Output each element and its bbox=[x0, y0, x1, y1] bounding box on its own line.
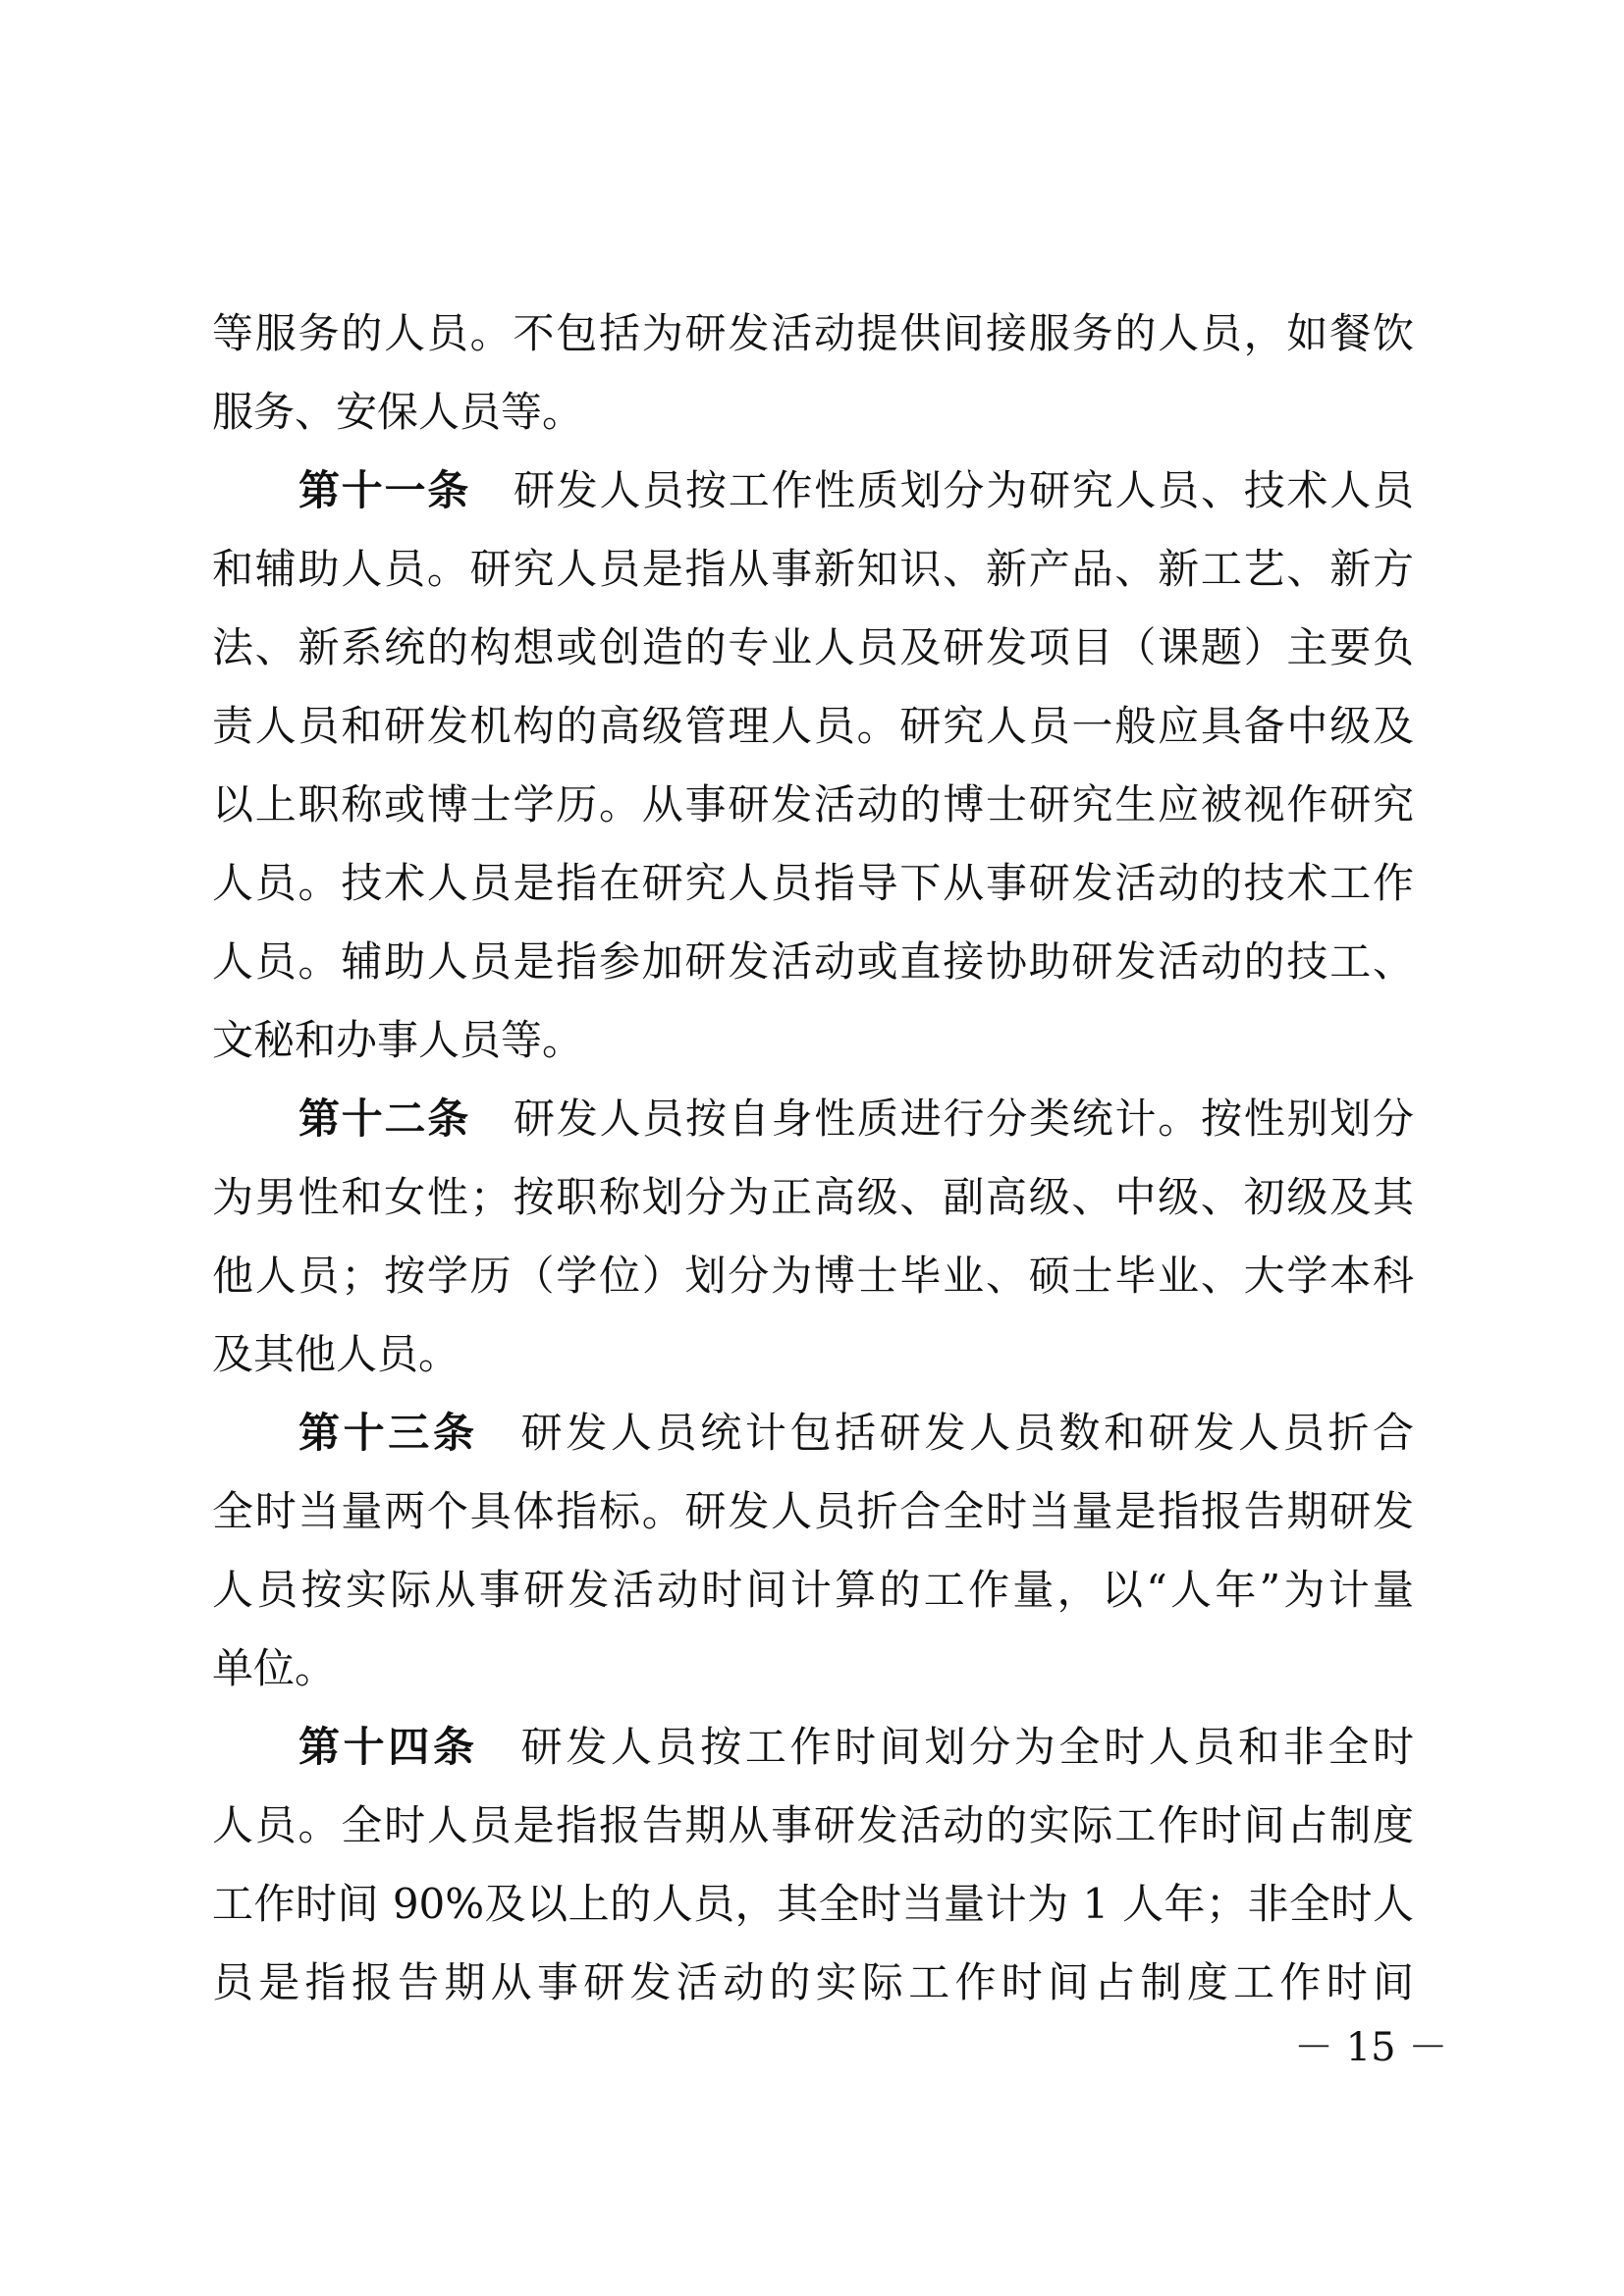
text-line: 责人员和研发机构的高级管理人员。研究人员一般应具备中级及 bbox=[212, 702, 1414, 750]
text-line bbox=[212, 1080, 1414, 1158]
article-12 bbox=[212, 1080, 1414, 1394]
article-heading: 第十二条 bbox=[298, 1095, 470, 1143]
text-line-content: 研发人员统计包括研发人员数和研发人员折合 bbox=[520, 1409, 1414, 1457]
text-line: 和辅助人员。研究人员是指从事新知识、新产品、新工艺、新方 bbox=[212, 545, 1414, 593]
article-13 bbox=[212, 1394, 1414, 1708]
text-line-content: 研发人员按自身性质进行分类统计。按性别划分 bbox=[514, 1095, 1414, 1143]
text-line: 人员。全时人员是指报告期从事研发活动的实际工作时间占制度 bbox=[212, 1801, 1414, 1849]
page-number: － 15 － bbox=[1294, 2025, 1448, 2070]
text-line: 人员按实际从事研发活动时间计算的工作量，以“人年”为计量 bbox=[212, 1566, 1414, 1614]
text-line-content: 研发人员按工作性质划分为研究人员、技术人员 bbox=[514, 466, 1414, 514]
text-line: 全时当量两个具体指标。研发人员折合全时当量是指报告期研发 bbox=[212, 1487, 1414, 1535]
text-line: 服务、安保人员等。 bbox=[212, 388, 584, 436]
article-heading: 第十三条 bbox=[298, 1409, 478, 1457]
text-line: 员是指报告期从事研发活动的实际工作时间占制度工作时间 bbox=[212, 1958, 1414, 2006]
text-line: 他人员；按学历（学位）划分为博士毕业、硕士毕业、大学本科 bbox=[212, 1252, 1414, 1300]
text-line bbox=[212, 452, 1414, 530]
text-line: 以上职称或博士学历。从事研发活动的博士研究生应被视作研究 bbox=[212, 780, 1414, 828]
text-line bbox=[212, 1708, 1414, 1787]
text-line-content: 研发人员按工作时间划分为全时人员和非全时 bbox=[520, 1723, 1414, 1771]
text-line: 人员。辅助人员是指参加研发活动或直接协助研发活动的技工、 bbox=[212, 937, 1414, 986]
article-14 bbox=[212, 1708, 1414, 2022]
text-line: 为男性和女性；按职称划分为正高级、副高级、中级、初级及其 bbox=[212, 1173, 1414, 1221]
text-line bbox=[212, 1394, 1414, 1472]
article-11 bbox=[212, 452, 1414, 1080]
text-line: 单位。 bbox=[212, 1644, 337, 1692]
text-line: 法、新系统的构想或创造的专业人员及研发项目（课题）主要负 bbox=[212, 623, 1414, 671]
text-line: 等服务的人员。不包括为研发活动提供间接服务的人员，如餐饮 bbox=[212, 309, 1414, 357]
text-line: 人员。技术人员是指在研究人员指导下从事研发活动的技术工作 bbox=[212, 859, 1414, 907]
text-line: 文秘和办事人员等。 bbox=[212, 1016, 584, 1064]
article-heading: 第十四条 bbox=[298, 1723, 478, 1771]
paragraph-continuation bbox=[212, 294, 1414, 452]
document-body bbox=[212, 294, 1414, 2022]
article-heading: 第十一条 bbox=[298, 466, 470, 514]
text-line: 工作时间 90%及以上的人员，其全时当量计为 1 人年；非全时人 bbox=[212, 1880, 1414, 1928]
text-line: 及其他人员。 bbox=[212, 1330, 460, 1378]
